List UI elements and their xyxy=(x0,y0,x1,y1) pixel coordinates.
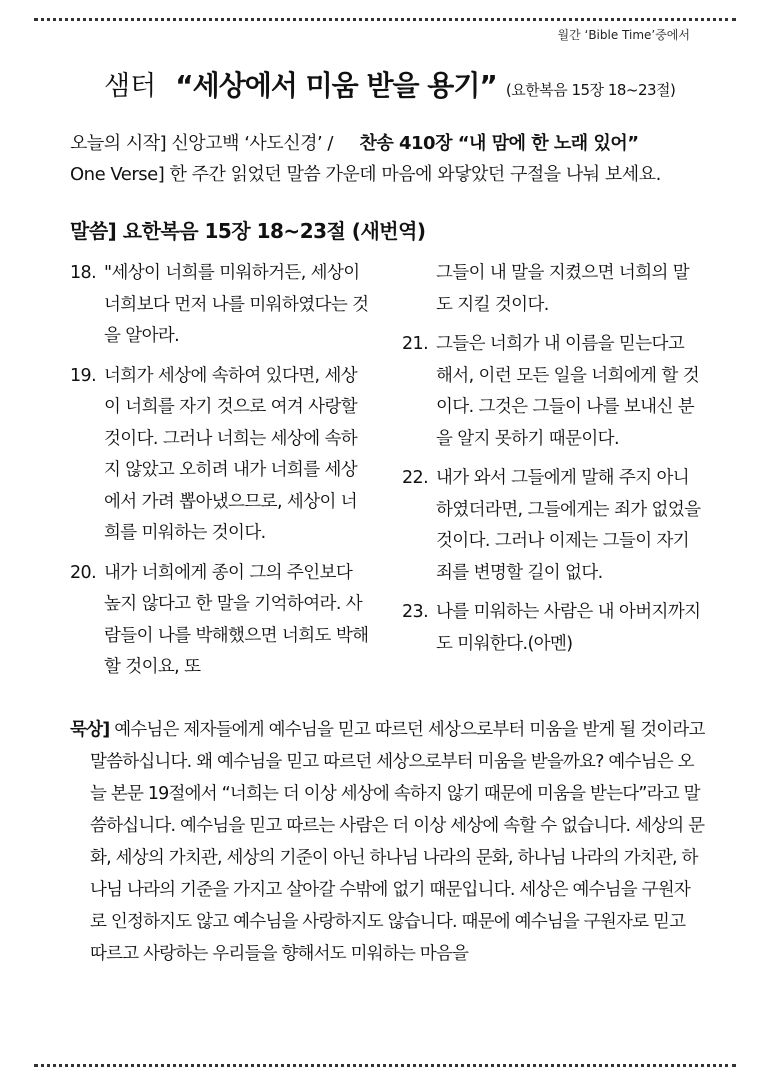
one-verse-text: 한 주간 읽었던 말씀 가운데 마음에 와닿았던 구절을 나눠 보세요. xyxy=(169,164,661,185)
verse-20-continuation: 그들이 내 말을 지켰으면 너희의 말도 지킬 것이다. xyxy=(436,263,690,315)
meditation-text: 예수님은 제자들에게 예수님을 믿고 따르던 세상으로부터 미움을 받게 될 것이라고 말씀하십니다. 왜 예수님을 믿고 따르던 세상으로부터 미움을 받을까요? 예수님은 오늘 본문 19절에서 “너희는 더 이상 세상에 속하지 않기 때문에 미움을 받는다”라고 말씀하십니다. 예수님을 믿고 따르는 사람은 더 이상 세상에 속할 수 없습니다. 세상의 문화, 세상의 가치관, 세상의 기준이 아닌 하나님 나라의 문화, 하나님 나라의 가치관, 하나님 나라의 기준을 가지고 살아갈 수밖에 없기 때문입니다. 세상은 예수님을 구원자로 인정하지도 않고 예수님을 사랑하지도 않습니다. 때문에 예수님을 구원자로 믿고 따르고 사랑하는 우리들을 향해서도 미워하는 마음을 xyxy=(90,720,705,964)
verse-number: 20. xyxy=(70,562,97,583)
one-verse-line xyxy=(70,160,661,186)
verse-text: "세상이 너희를 미워하거든, 세상이 너희보다 먼저 나를 미워하였다는 것을 알아라. xyxy=(104,263,369,346)
verse-text: 너희가 세상에 속하여 있다면, 세상이 너희를 자기 것으로 여겨 사랑할 것이다. 그러나 너희는 세상에 속하지 않았고 오히려 내가 너희를 세상에서 가려 뽑아냈으므로, 세상이 너희를 미워하는 것이다. xyxy=(104,365,358,543)
scripture-right-column xyxy=(402,258,702,668)
verse-20 xyxy=(70,558,370,684)
scripture-heading: 말씀] 요한복음 15장 18~23절 (새번역) xyxy=(70,219,426,243)
verse-21 xyxy=(402,329,702,455)
opening-label: 오늘의 시작] xyxy=(70,133,167,154)
title-row xyxy=(104,64,675,104)
opening-hymn: 찬송 410장 “내 맘에 한 노래 있어” xyxy=(359,133,639,154)
verse-text: 내가 너희에게 종이 그의 주인보다 높지 않다고 한 말을 기억하여라. 사람들이 나를 박해했으면 너희도 박해할 것이요, 또 xyxy=(104,562,369,677)
title-reference: (요한복음 15장 18~23절) xyxy=(505,81,676,99)
verse-19 xyxy=(70,361,370,550)
verse-text: 내가 와서 그들에게 말해 주지 아니하였더라면, 그들에게는 죄가 없었을 것이다. 그러나 이제는 그들이 자기 죄를 변명할 길이 없다. xyxy=(436,468,701,583)
source-note: 월간 ‘Bible Time’중에서 xyxy=(557,28,690,42)
top-dotted-rule xyxy=(34,18,736,21)
verse-number: 19. xyxy=(70,365,97,386)
opening-creed: 신앙고백 ‘사도신경’ / xyxy=(171,133,333,154)
verse-22 xyxy=(402,463,702,589)
verse-number: 18. xyxy=(70,263,97,283)
verse-18 xyxy=(70,258,370,353)
verse-number: 21. xyxy=(402,334,429,354)
title-label: 샘터 xyxy=(104,71,157,102)
page-title: “세상에서 미움 받을 용기” xyxy=(175,69,497,102)
bottom-dotted-rule xyxy=(34,1064,736,1067)
meditation-paragraph xyxy=(70,714,706,970)
verse-text: 나를 미워하는 사람은 내 아버지까지도 미워한다.(아멘) xyxy=(436,602,701,654)
scripture-left-column xyxy=(70,258,370,692)
meditation-label: 묵상] xyxy=(70,720,110,740)
verse-text: 그들은 너희가 내 이름을 믿는다고 해서, 이런 모든 일을 너희에게 할 것이다. 그것은 그들이 나를 보내신 분을 알지 못하기 때문이다. xyxy=(436,334,700,449)
verse-23 xyxy=(402,597,702,660)
verse-number: 23. xyxy=(402,602,429,622)
opening-line xyxy=(70,129,639,155)
verse-number: 22. xyxy=(402,468,429,488)
one-verse-label: One Verse] xyxy=(70,164,165,185)
